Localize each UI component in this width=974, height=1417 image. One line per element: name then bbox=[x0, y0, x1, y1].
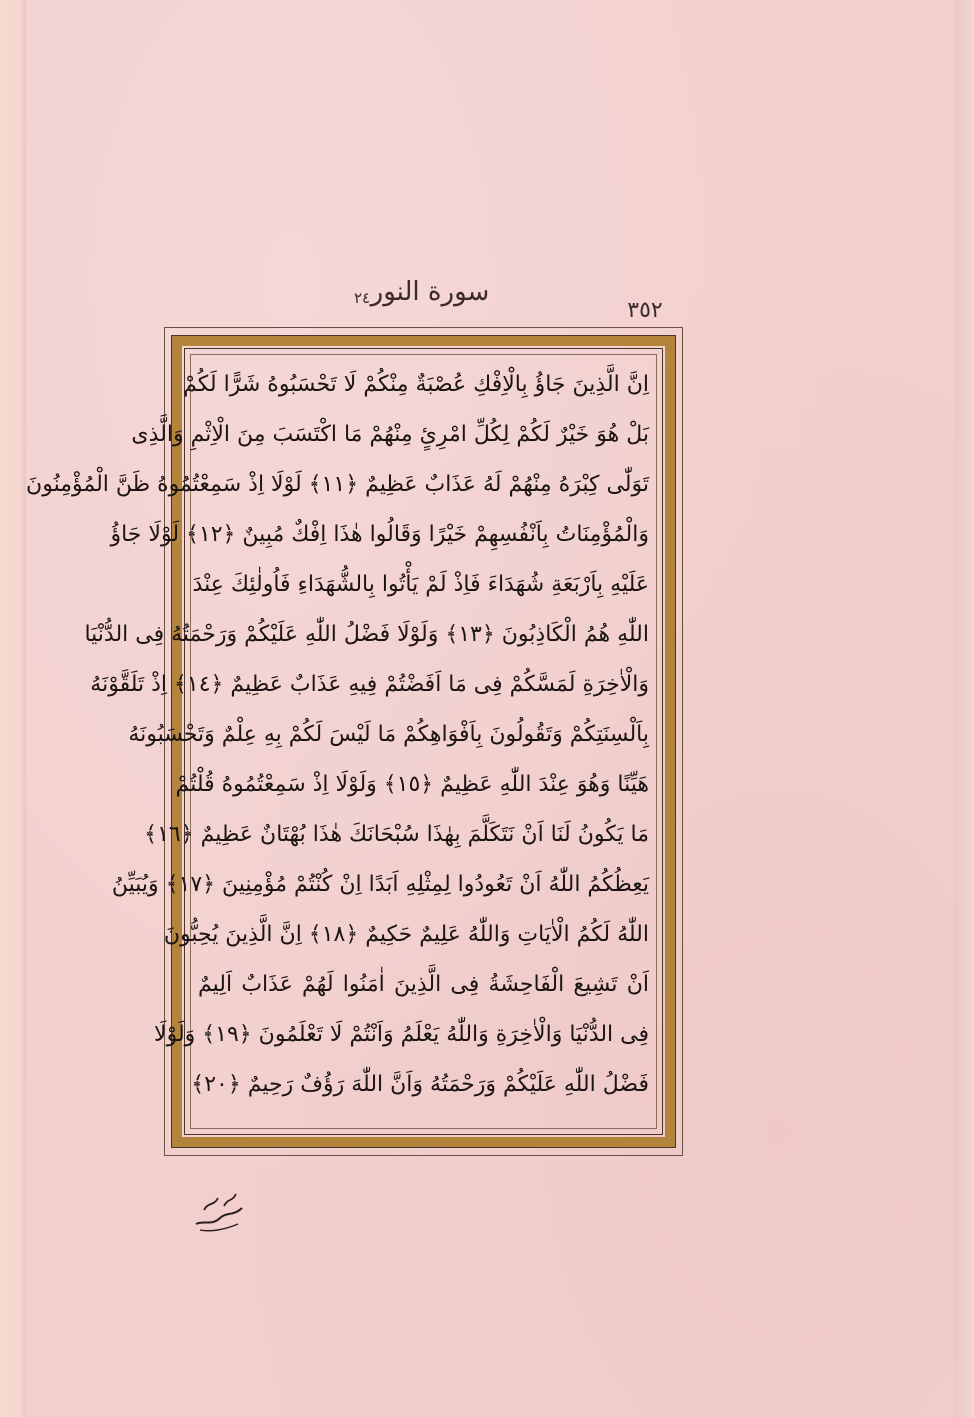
text-line-1: اِنَّ الَّذِينَ جَاؤُ بِالْاِفْكِ عُصْبَةٌ مِنْكُمْ لَا تَحْسَبُوهُ شَرًّا لَكُمْ bbox=[183, 372, 649, 397]
text-line-11: يَعِظُكُمُ اللّٰهُ اَنْ تَعُودُوا لِمِثْلِهِ اَبَدًا اِنْ كُنْتُمْ مُؤْمِنِينَ ﴿١٧﴾ وَيُبَيِّنُ bbox=[111, 872, 649, 897]
text-line-4: وَالْمُؤْمِنَاتُ بِاَنْفُسِهِمْ خَيْرًا وَقَالُوا هٰذَا اِفْكٌ مُبِينٌ ﴿١٢﴾ لَوْلَا جَاؤُ bbox=[110, 522, 649, 547]
text-line-6: اللّٰهِ هُمُ الْكَاذِبُونَ ﴿١٣﴾ وَلَوْلَا فَضْلُ اللّٰهِ عَلَيْكُمْ وَرَحْمَتُهُ فِى الدُّنْيَا bbox=[84, 622, 649, 647]
text-line-14: فِى الدُّنْيَا وَالْاٰخِرَةِ وَاللّٰهُ يَعْلَمُ وَاَنْتُمْ لَا تَعْلَمُونَ ﴿١٩﴾ وَلَوْلَا bbox=[154, 1022, 649, 1047]
page-number: ٣٥٢ bbox=[627, 298, 663, 323]
text-line-8: بِاَلْسِنَتِكُمْ وَتَقُولُونَ بِاَفْوَاهِكُمْ مَا لَيْسَ لَكُمْ بِهِ عِلْمٌ وَتَحْسَبُونَهُ bbox=[128, 722, 649, 747]
text-line-7: وَالْاٰخِرَةِ لَمَسَّكُمْ فِى مَا اَفَضْتُمْ فِيهِ عَذَابٌ عَظِيمٌ ﴿١٤﴾ اِذْ تَلَقَّوْنَهُ bbox=[90, 672, 649, 697]
text-line-2: بَلْ هُوَ خَيْرٌ لَكُمْ لِكُلِّ امْرِئٍ مِنْهُمْ مَا اكْتَسَبَ مِنَ الْاِثْمِ وَالَّذِى bbox=[131, 422, 649, 447]
surah-title: سورة النور bbox=[370, 277, 490, 307]
text-line-5: عَلَيْهِ بِاَرْبَعَةِ شُهَدَاءَ فَاِذْ لَمْ يَأْتُوا بِالشُّهَدَاءِ فَاُولٰئِكَ عِنْدَ bbox=[192, 572, 649, 597]
text-line-10: مَا يَكُونُ لَنَا اَنْ نَتَكَلَّمَ بِهٰذَا سُبْحَانَكَ هٰذَا بُهْتَانٌ عَظِيمٌ ﴿١٦﴾ bbox=[144, 822, 649, 847]
text-line-13: اَنْ تَشِيعَ الْفَاحِشَةُ فِى الَّذِينَ اٰمَنُوا لَهُمْ عَذَابٌ اَلِيمٌ bbox=[198, 972, 649, 997]
text-line-12: اللّٰهُ لَكُمُ الْاٰيَاتِ وَاللّٰهُ عَلِيمٌ حَكِيمٌ ﴿١٨﴾ اِنَّ الَّذِينَ يُحِبُّونَ bbox=[163, 922, 649, 947]
page-edge-right bbox=[954, 0, 974, 1417]
calligrapher-signature bbox=[190, 1180, 250, 1236]
text-line-15: فَضْلُ اللّٰهِ عَلَيْكُمْ وَرَحْمَتُهُ وَاَنَّ اللّٰهَ رَؤُفٌ رَحِيمٌ ﴿٢٠﴾ bbox=[191, 1072, 649, 1097]
text-line-9: هَيِّنًا وَهُوَ عِنْدَ اللّٰهِ عَظِيمٌ ﴿١٥﴾ وَلَوْلَا اِذْ سَمِعْتُمُوهُ قُلْتُمْ bbox=[175, 772, 649, 797]
text-line-3: تَوَلّٰى كِبْرَهُ مِنْهُمْ لَهُ عَذَابٌ عَظِيمٌ ﴿١١﴾ لَوْلَا اِذْ سَمِعْتُمُوهُ ظَنَّ الْمُؤْمِنُونَ bbox=[26, 472, 649, 497]
page-edge-left bbox=[0, 0, 26, 1417]
surah-number: ٢٤ bbox=[353, 289, 371, 307]
text-block bbox=[26, 362, 649, 1122]
